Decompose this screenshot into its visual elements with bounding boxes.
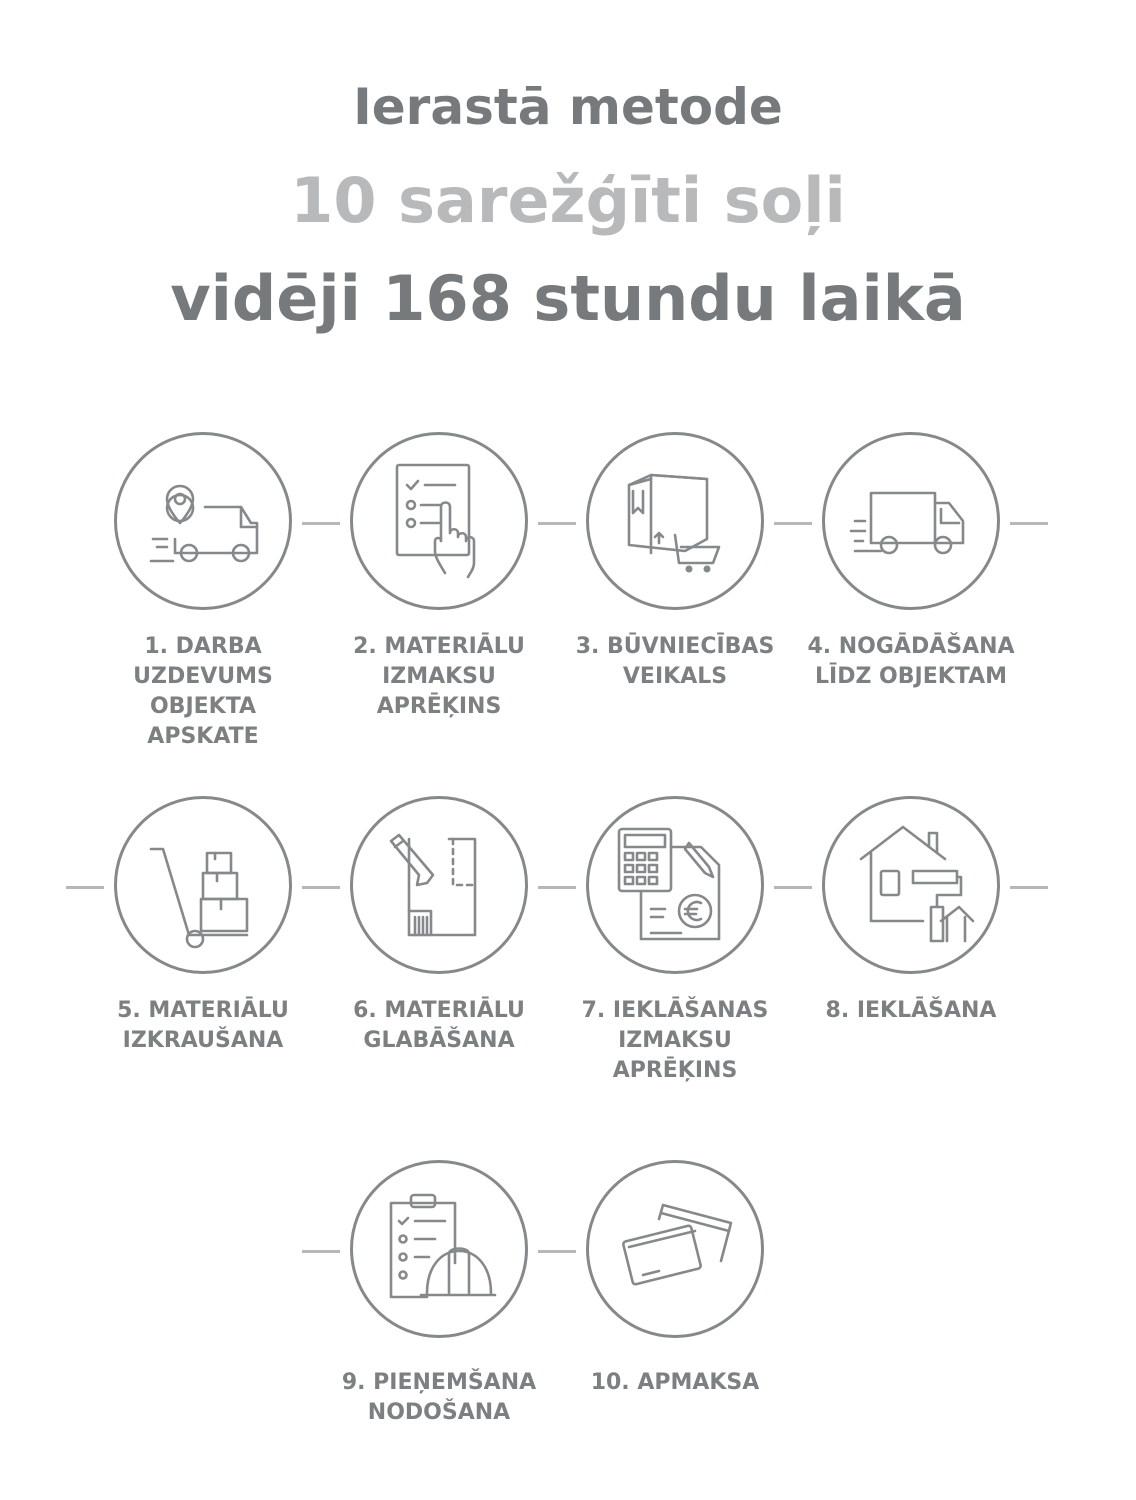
- step-7-label: 7. IEKLĀŠANAS IZMAKSU APRĒĶINS: [581, 998, 769, 1083]
- connector: [538, 1250, 576, 1253]
- step-2-label: 2. MATERIĀLU IZMAKSU APRĒĶINS: [353, 634, 525, 719]
- step-3-circle: [586, 432, 764, 610]
- map-pin-van-icon: [117, 435, 289, 607]
- hand-truck-icon: [117, 799, 289, 971]
- step-9-circle: [350, 1160, 528, 1338]
- connector: [538, 886, 576, 889]
- connector: [774, 522, 812, 525]
- step-4-label: 4. NOGĀDĀŠANA LĪDZ OBJEKTAM: [807, 634, 1015, 689]
- step-1-label: 1. DARBA UZDEVUMS OBJEKTA APSKATE: [133, 634, 273, 749]
- box-cart-icon: [589, 435, 761, 607]
- step-10-circle: [586, 1160, 764, 1338]
- step-9-label: 9. PIEŅEMŠANA NODOŠANA: [341, 1370, 537, 1425]
- step-10-label: 10. APMAKSA: [590, 1370, 760, 1395]
- title-steps: 10 sarežģīti soļi: [290, 164, 846, 237]
- title-duration: vidēji 168 stundu laikā: [170, 262, 966, 335]
- connector: [538, 522, 576, 525]
- step-8-label: 8. IEKLĀŠANA: [825, 998, 997, 1023]
- connector: [1010, 522, 1048, 525]
- title-method: Ierastā metode: [353, 78, 783, 136]
- step-8-circle: [822, 796, 1000, 974]
- clipboard-helmet-icon: [353, 1163, 525, 1335]
- delivery-van-icon: [825, 435, 997, 607]
- house-paint-roller-icon: [825, 799, 997, 971]
- step-1-circle: [114, 432, 292, 610]
- connector: [302, 522, 340, 525]
- blueprint-pencil-icon: [353, 799, 525, 971]
- step-6-circle: [350, 796, 528, 974]
- calculator-euro-icon: [589, 799, 761, 971]
- connector: [1010, 886, 1048, 889]
- credit-cards-icon: [589, 1163, 761, 1335]
- connector: [302, 886, 340, 889]
- checklist-hand-icon: [353, 435, 525, 607]
- connector: [774, 886, 812, 889]
- step-6-label: 6. MATERIĀLU GLABĀŠANA: [353, 998, 525, 1053]
- step-4-circle: [822, 432, 1000, 610]
- step-5-label: 5. MATERIĀLU IZKRAUŠANA: [117, 998, 289, 1053]
- connector: [302, 1250, 340, 1253]
- step-3-label: 3. BŪVNIECĪBAS VEIKALS: [575, 634, 775, 689]
- step-2-circle: [350, 432, 528, 610]
- step-5-circle: [114, 796, 292, 974]
- connector: [66, 886, 104, 889]
- step-7-circle: [586, 796, 764, 974]
